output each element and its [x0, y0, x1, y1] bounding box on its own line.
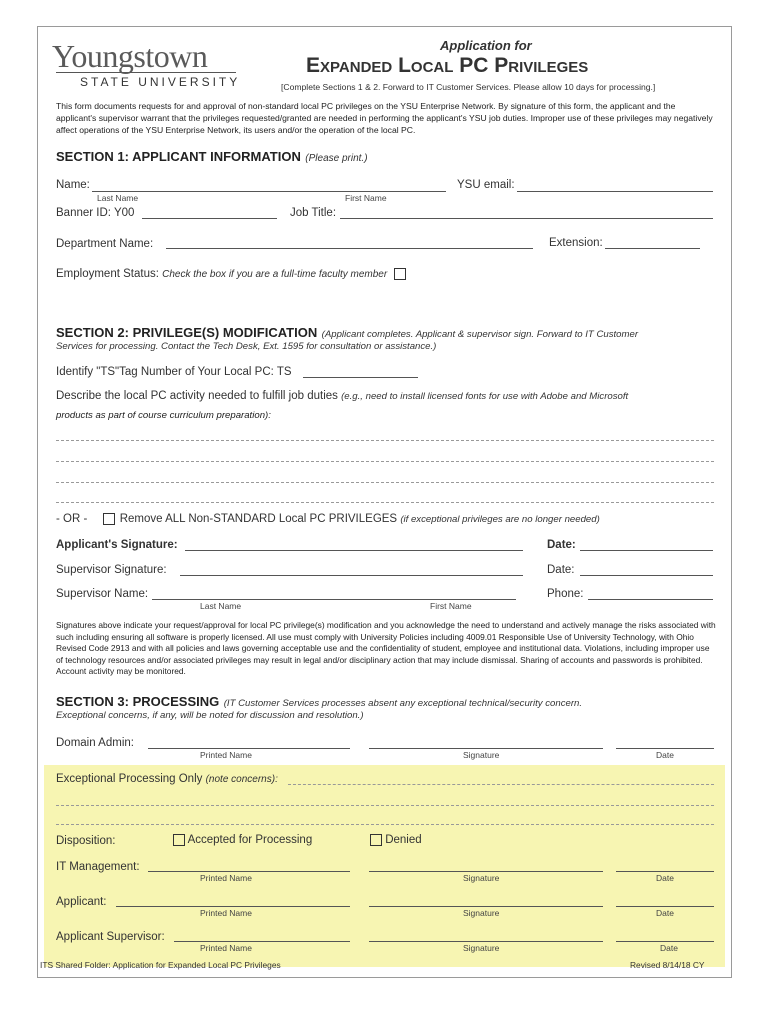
job-title-label: Job Title:	[290, 207, 337, 219]
remove-privileges-row	[56, 513, 600, 525]
accepted-label: Accepted for Processing	[187, 834, 313, 847]
section1-title: SECTION 1: APPLICANT INFORMATION	[56, 149, 301, 164]
denied-option[interactable]	[370, 834, 422, 846]
banner-id-field[interactable]	[142, 218, 277, 219]
it-management-signature-caption: Signature	[463, 873, 500, 883]
logo-rule	[56, 72, 236, 73]
applicant-signature-field[interactable]	[369, 906, 603, 907]
describe-example-2: products as part of course curriculum preparation):	[56, 410, 271, 421]
faculty-checkbox[interactable]	[394, 268, 406, 280]
domain-admin-printed-name-caption: Printed Name	[200, 750, 252, 760]
banner-id-label: Banner ID: Y00	[56, 207, 135, 219]
applicant-supervisor-signature-field[interactable]	[369, 941, 603, 942]
supervisor-date-label: Date:	[547, 564, 575, 576]
extension-label: Extension:	[549, 237, 603, 249]
it-management-signature-field[interactable]	[369, 871, 603, 872]
section2-title: SECTION 2: PRIVILEGE(S) MODIFICATION	[56, 325, 318, 340]
applicant-supervisor-date-caption: Date	[660, 943, 678, 953]
exceptional-line-3[interactable]	[56, 824, 714, 825]
domain-admin-signature-field[interactable]	[369, 748, 603, 749]
section1-heading	[56, 148, 368, 166]
domain-admin-signature-caption: Signature	[463, 750, 500, 760]
describe-line-1[interactable]	[56, 440, 714, 441]
ts-tag-field[interactable]	[303, 377, 418, 378]
supervisor-last-name-caption: Last Name	[200, 601, 242, 611]
employment-status-row	[56, 268, 406, 280]
footer-left: ITS Shared Folder: Application for Expanded Local PC Privileges	[40, 960, 281, 970]
it-management-date-field[interactable]	[616, 871, 714, 872]
describe-line-4[interactable]	[56, 502, 714, 503]
denied-checkbox[interactable]	[370, 834, 382, 846]
remove-privileges-checkbox[interactable]	[103, 513, 115, 525]
domain-admin-label: Domain Admin:	[56, 737, 134, 749]
applicant-label: Applicant:	[56, 896, 107, 908]
supervisor-name-field[interactable]	[152, 599, 516, 600]
section2-heading	[56, 324, 638, 342]
logo-subtitle: STATE UNIVERSITY	[80, 75, 241, 89]
section3-title: SECTION 3: PROCESSING	[56, 694, 220, 709]
section1-note: (Please print.)	[305, 153, 368, 164]
applicant-date-label: Date:	[547, 539, 576, 551]
it-management-printed-name-caption: Printed Name	[200, 873, 252, 883]
accepted-option[interactable]	[173, 834, 312, 846]
applicant-printed-name-caption: Printed Name	[200, 908, 252, 918]
job-title-field[interactable]	[340, 218, 713, 219]
describe-line-2[interactable]	[56, 461, 714, 462]
describe-line-3[interactable]	[56, 482, 714, 483]
supervisor-name-label: Supervisor Name:	[56, 588, 149, 600]
ysu-email-field[interactable]	[517, 191, 713, 192]
employment-status-note: Check the box if you are a full-time faculty member	[162, 269, 388, 281]
supervisor-signature-label: Supervisor Signature:	[56, 564, 167, 576]
logo-wordmark: Youngstown	[52, 38, 208, 74]
applicant-supervisor-date-field[interactable]	[616, 941, 714, 942]
applicant-supervisor-signature-caption: Signature	[463, 943, 500, 953]
phone-label: Phone:	[547, 588, 584, 600]
describe-label: Describe the local PC activity needed to fulfill job duties	[56, 390, 338, 402]
domain-admin-date-caption: Date	[656, 750, 674, 760]
section2-note-2: Services for processing. Contact the Tech Desk, Ext. 1595 for consultation or assistance.)	[56, 341, 437, 352]
it-management-name-field[interactable]	[148, 871, 350, 872]
section3-heading	[56, 693, 582, 711]
applicant-name-field[interactable]	[116, 906, 350, 907]
disposition-label: Disposition:	[56, 835, 116, 847]
remove-privileges-label: Remove ALL Non-STANDARD Local PC PRIVILEGES	[119, 513, 398, 526]
it-management-date-caption: Date	[656, 873, 674, 883]
application-for: Application for	[440, 38, 532, 53]
department-field[interactable]	[166, 248, 533, 249]
supervisor-signature-field[interactable]	[180, 575, 523, 576]
describe-row	[56, 390, 628, 402]
accepted-checkbox[interactable]	[173, 834, 185, 846]
exceptional-processing-row	[56, 773, 278, 785]
denied-label: Denied	[385, 834, 422, 847]
section3-note-1: (IT Customer Services processes absent any exceptional technical/security concern.	[223, 698, 583, 709]
exceptional-line-2[interactable]	[56, 805, 714, 806]
exceptional-processing-note: (note concerns):	[205, 774, 278, 785]
applicant-date-field[interactable]	[580, 550, 713, 551]
section2-note-1: (Applicant completes. Applicant & supervisor sign. Forward to IT Customer	[321, 329, 639, 340]
header-instructions: [Complete Sections 1 & 2. Forward to IT Customer Services. Please allow 10 days for processing.]	[281, 82, 656, 92]
applicant-signature-label: Applicant's Signature:	[56, 539, 178, 551]
domain-admin-name-field[interactable]	[148, 748, 350, 749]
applicant-supervisor-printed-name-caption: Printed Name	[200, 943, 252, 953]
name-label: Name:	[56, 179, 90, 191]
intro-text: This form documents requests for and approval of non-standard local PC privileges on the YSU Enterprise Network. By signature of this form, the applicant and the applicant's supervisor warrant that the privileges requested/granted are needed in performing the applicant's YSU job duties. Improper use of these privileges may negatively affect operations of the YSU Enterprise Network, its users and/or the operation of the local PC.	[56, 101, 713, 135]
it-management-label: IT Management:	[56, 861, 140, 873]
name-field[interactable]	[92, 191, 446, 192]
page-title: Expanded Local PC Privileges	[306, 54, 589, 77]
terms-text: Signatures above indicate your request/approval for local PC privilege(s) modification and you acknowledge the need to understand and actively manage the risks associated with such including ensuring all software is properly licensed. All use must comply with University Policies including 4009.01 Responsible Use of University Technology, with Ohio Revised Code 2913 and with all policies and laws governing acceptable use and the confidentiality of student, employee and institutional data. Violations, including improper use of technology resources and/or associated privileges may result in legal and/or disciplinary action that may include dismissal. Sharing of accounts and passwords is prohibited. Account activity may be monitored.	[56, 620, 716, 677]
applicant-signature-caption: Signature	[463, 908, 500, 918]
applicant-signature-field[interactable]	[185, 550, 523, 551]
section3-note-2: Exceptional concerns, if any, will be noted for discussion and resolution.)	[56, 710, 364, 721]
extension-field[interactable]	[605, 248, 700, 249]
applicant-date-caption: Date	[656, 908, 674, 918]
applicant-supervisor-name-field[interactable]	[174, 941, 350, 942]
employment-status-label: Employment Status:	[56, 268, 159, 281]
phone-field[interactable]	[588, 599, 713, 600]
ysu-email-label: YSU email:	[457, 179, 515, 191]
supervisor-date-field[interactable]	[580, 575, 713, 576]
remove-privileges-note: (if exceptional privileges are no longer needed)	[400, 514, 600, 526]
footer-right: Revised 8/14/18 CY	[630, 960, 705, 970]
first-name-caption: First Name	[345, 193, 387, 203]
exceptional-line-1[interactable]	[288, 784, 714, 785]
supervisor-first-name-caption: First Name	[430, 601, 472, 611]
describe-example-1: (e.g., need to install licensed fonts for use with Adobe and Microsoft	[341, 391, 629, 402]
exceptional-processing-label: Exceptional Processing Only	[56, 773, 203, 785]
applicant-date-field[interactable]	[616, 906, 714, 907]
last-name-caption: Last Name	[97, 193, 139, 203]
applicant-supervisor-label: Applicant Supervisor:	[56, 931, 165, 943]
ts-tag-label: Identify "TS"Tag Number of Your Local PC: TS	[56, 366, 292, 378]
domain-admin-date-field[interactable]	[616, 748, 714, 749]
or-label: - OR -	[56, 513, 88, 526]
department-label: Department Name:	[56, 238, 154, 250]
